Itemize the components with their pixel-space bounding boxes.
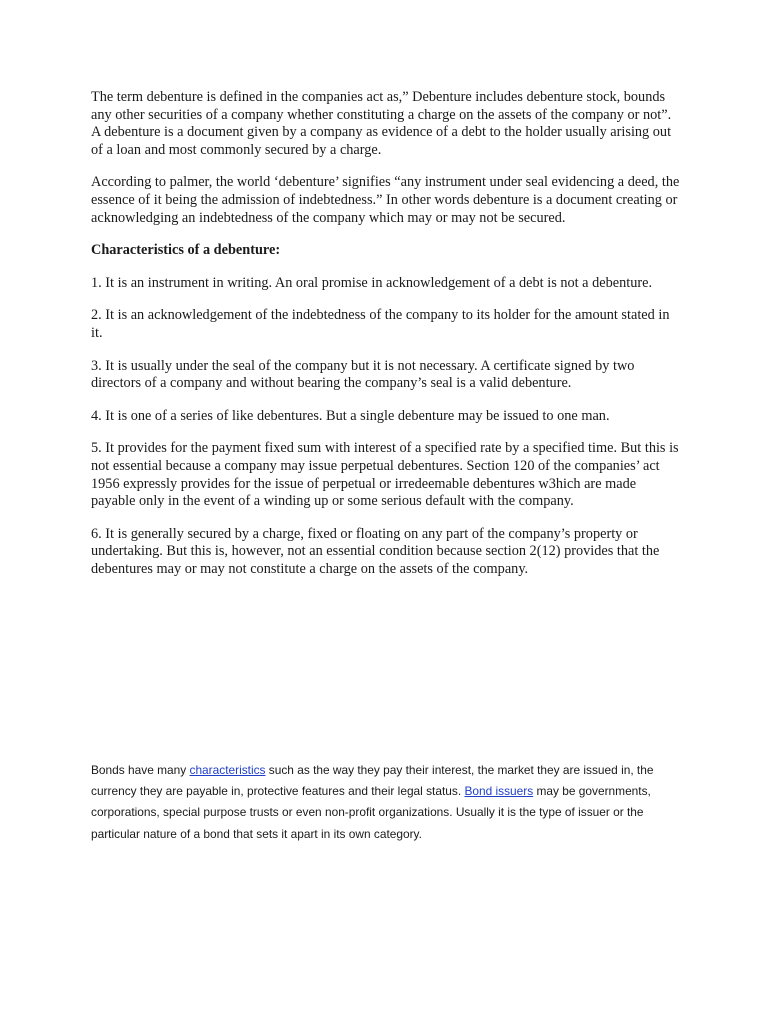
definition-paragraph: The term debenture is defined in the companies act as,” Debenture includes debenture stock, bounds any other securities of a company whether constituting a charge on the assets of the company or not”. A debenture is a document given by a company as evidence of a debt to the holder usually arising out of a loan and most commonly secured by a charge. [91, 89, 672, 158]
bonds-text-1: Bonds have many [91, 763, 190, 777]
bond-issuers-link[interactable]: Bond issuers [464, 784, 534, 799]
characteristic-item-6: 6. It is generally secured by a charge, fixed or floating on any part of the company’s property or undertaking. But this is, however, not an essential condition because section 2(12) provides that the debentures may or may not constitute a charge on the assets of the company. [91, 525, 660, 577]
bonds-paragraph [91, 760, 687, 845]
characteristic-item-5: 5. It provides for the payment fixed sum with interest of a specified rate by a specified time. But this is not essential because a company may issue perpetual debentures. Section 120 of the companies’ act 1956 expressly provides for the issue of perpetual or irredeemable debentures w3hich are made payable only in the event of a winding up or some serious default with the company. [91, 440, 679, 510]
palmer-paragraph: According to palmer, the world ‘debenture’ signifies “any instrument under seal evidencing a deed, the essence of it being the admission of indebtedness.” In other words debenture is a document creating or acknowledging an indebtedness of the company which may or may not be secured. [91, 174, 680, 226]
debenture-section [91, 89, 683, 593]
characteristic-item-2: 2. It is an acknowledgement of the indebtedness of the company to its holder for the amount stated in it. [91, 307, 670, 341]
characteristics-link[interactable]: characteristics [189, 763, 266, 777]
characteristic-item-1: 1. It is an instrument in writing. An oral promise in acknowledgement of a debt is not a debenture. [91, 274, 653, 291]
bonds-text-2: such as the way they pay their interest, the market they are issued in, the currency they are payable in, protective features and their legal status. [91, 763, 654, 799]
characteristic-item-3: 3. It is usually under the seal of the company but it is not necessary. A certificate signed by two directors of a company and without bearing the company’s seal is a valid debenture. [91, 357, 635, 392]
characteristic-item-4: 4. It is one of a series of like debentures. But a single debenture may be issued to one man. [91, 407, 610, 424]
characteristics-heading: Characteristics of a debenture: [91, 242, 281, 259]
bonds-section [91, 760, 687, 845]
bonds-text-3: may be governments, corporations, special purpose trusts or even non-profit organizations. Usually it is the type of issuer or the particular nature of a bond that sets it apart in its own category. [91, 784, 651, 841]
